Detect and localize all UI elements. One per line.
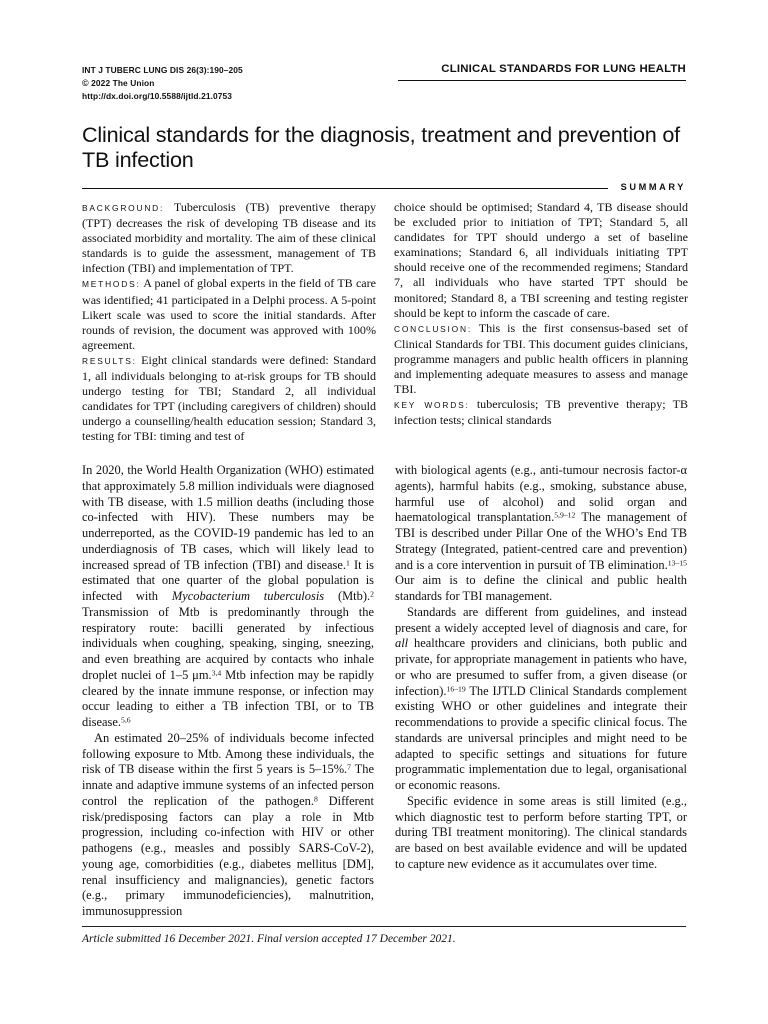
background-label: BACKGROUND: [82, 203, 165, 213]
body-text: An estimated 20–25% of individuals become infected following exposure to Mtb. Among these individuals, the risk of TB disease within the first 5 years is 5–15%. [82, 730, 374, 777]
abstract-methods [82, 276, 376, 352]
body-text: It is estimated that one quarter of the global population is infected with [82, 557, 374, 603]
results-text: Eight clinical standards were defined: Standard 1, all individuals belonging to at-risk groups for TB should undergo testing for TBI; Standard 2, all individual candidates for TPT (including caregivers of children) should undergo a counselling/health education session; Standard 3, testing for TBI: timing and test of [82, 352, 376, 444]
body-text: Standards are different from guidelines, and instead present a widely accepted level of diagnosis and care, for [395, 604, 687, 635]
body-text: Mtb infection may be rapidly cleared by the innate immune response, or infection may occur leading to either a TB infection TBI, or to TB disease. [82, 667, 374, 729]
citation-ref[interactable]: 2 [370, 589, 374, 599]
copyright-icon: © [82, 78, 89, 88]
summary-label: SUMMARY [620, 182, 686, 192]
abstract-conclusion [394, 321, 688, 397]
body-right-column [395, 463, 687, 873]
journal-citation: INT J TUBERC LUNG DIS 26(3):190–205 [82, 65, 243, 75]
header-divider [398, 80, 686, 81]
conclusion-label: CONCLUSION: [394, 323, 472, 334]
doi-link[interactable]: http://dx.doi.org/10.5588/ijtld.21.0753 [82, 91, 233, 101]
citation-ref[interactable]: 1 [345, 558, 350, 568]
abstract-results-continued: choice should be optimised; Standard 4, TB disease should be excluded prior to initiation of TPT; Standard 5, all candidates for TPT should undergo a set of baseline examinations; Standard 6, all individuals initiating TPT should receive one of the recommended regimens; Standard 7, all individuals who have started TPT should be monitored; Standard 8, a TBI screening and testing register should be kept to inform the cascade of care. [394, 200, 688, 320]
abstract-keywords [394, 397, 688, 428]
citation-ref[interactable]: 7 [347, 762, 352, 772]
keywords-label: KEY WORDS: [394, 400, 470, 411]
body-paragraph-4: Specific evidence in some areas is still limited (e.g., which diagnostic test to perform before starting TPT, or during TBI treatment monitoring). The clinical standards are based on best available evidence and will be updated to capture new evidence as it accumulates over time. [395, 793, 687, 871]
abstract-left-column [82, 200, 376, 445]
submission-footnote: Article submitted 16 December 2021. Final version accepted 17 December 2021. [82, 933, 456, 945]
body-paragraph-2-continued [395, 463, 687, 605]
body-text: The IJTLD Clinical Standards complement existing WHO or other guidelines and integrate their recommendations to provide a specific clinical focus. The standards are universal principles and might need to be adapted to specific settings and situations for future programmatic implementation due to legal, organisational or economic reasons. [395, 683, 687, 792]
citation-ref[interactable]: 5,9–12 [554, 510, 576, 520]
article-title: Clinical standards for the diagnosis, treatment and prevention of TB infection [82, 122, 680, 172]
abstract-results [82, 353, 376, 445]
results-label: RESULTS: [82, 355, 137, 366]
body-text: with biological agents (e.g., anti-tumour necrosis factor-α agents), harmful habits (e.g., smoking, substance abuse, harmful use of alcohol) and solid organ and haematological transplantation. [395, 463, 687, 525]
summary-divider [82, 188, 608, 189]
copyright-text: 2022 The Union [91, 78, 155, 88]
body-text: The management of TBI is described under Pillar One of the WHO’s End TB Strategy (Integrated, patient-centred care and prevention) and is a core intervention in pursuit of TB elimination. [395, 510, 688, 572]
abstract-right-column [394, 200, 688, 428]
citation-ref[interactable]: 3,4 [211, 668, 222, 678]
citation-ref[interactable]: 13–15 [667, 558, 687, 568]
species-name: Mycobacterium tuberculosis [171, 589, 325, 603]
emphasis-text: all [395, 636, 409, 651]
citation-ref[interactable]: 8 [313, 794, 318, 804]
body-text: Different risk/predisposing factors can play a role in Mtb progression, including co-infection with HIV or other pathogens (e.g., measles and possibly SARS-CoV-2), young age, comorbidities (e.g., diabetes mellitus [DM], renal insufficiency and malignancies), genetic factors (e.g., primary immunodeficiencies), malnutrition, immunosuppression [82, 793, 374, 918]
methods-label: METHODS: [82, 279, 141, 290]
footnote-divider [82, 926, 686, 927]
body-paragraph-2 [82, 731, 374, 920]
citation-ref[interactable]: 5,6 [121, 715, 131, 725]
journal-header [82, 64, 382, 103]
body-text: In 2020, the World Health Organization (WHO) estimated that approximately 5.8 million individuals were diagnosed with TB disease, with 1.5 million deaths (including those co-infected with HIV). These numbers may be underreported, as the COVID-19 pandemic has led to an underdiagnosis of TB cases, which will likely lead to increased spread of TB infection (TBI) and disease. [82, 463, 374, 572]
body-text: The innate and adaptive immune systems of an infected person control the replication of the pathogen. [82, 762, 374, 808]
body-paragraph-3 [395, 605, 687, 794]
conclusion-text: This is the first consensus-based set of Clinical Standards for TBI. This document guides clinicians, programme managers and public health officers in planning and implementing adequate measures to assess and manage TBI. [394, 320, 688, 397]
body-left-column [82, 463, 374, 920]
body-text: (Mtb). [324, 589, 371, 603]
copyright-line [82, 77, 382, 90]
abstract-background [82, 200, 376, 276]
citation-ref[interactable]: 16–19 [446, 684, 466, 694]
body-paragraph-1 [82, 463, 374, 731]
body-text: healthcare providers and clinicians, both public and private, for appropriate management in patients who have, or who are presumed to suffer from, a given disease (or infection). [395, 636, 687, 698]
section-label: CLINICAL STANDARDS FOR LUNG HEALTH [441, 63, 686, 75]
body-text: Our aim is to define the clinical and public health standards for TBI management. [395, 573, 687, 603]
background-text: Tuberculosis (TB) preventive therapy (TPT) decreases the risk of developing TB disease and its associated morbidity and mortality. The aim of these clinical standards is to guide the assessment, management of TB infection (TBI) and implementation of TPT. [82, 200, 376, 276]
keywords-text: tuberculosis; TB preventive therapy; TB infection tests; clinical standards [394, 397, 688, 428]
body-text: Transmission of Mtb is predominantly through the respiratory route: bacilli generated by infectious individuals when coughing, speaking, singing, sneezing, and even breathing are acquired by contacts who inhale droplet nuclei of 1–5 μm. [82, 604, 374, 682]
methods-text: A panel of global experts in the field of TB care was identified; 41 participated in a Delphi process. A 5-point Likert scale was used to score the initial standards. After rounds of revision, the document was approved with 100% agreement. [82, 276, 376, 352]
